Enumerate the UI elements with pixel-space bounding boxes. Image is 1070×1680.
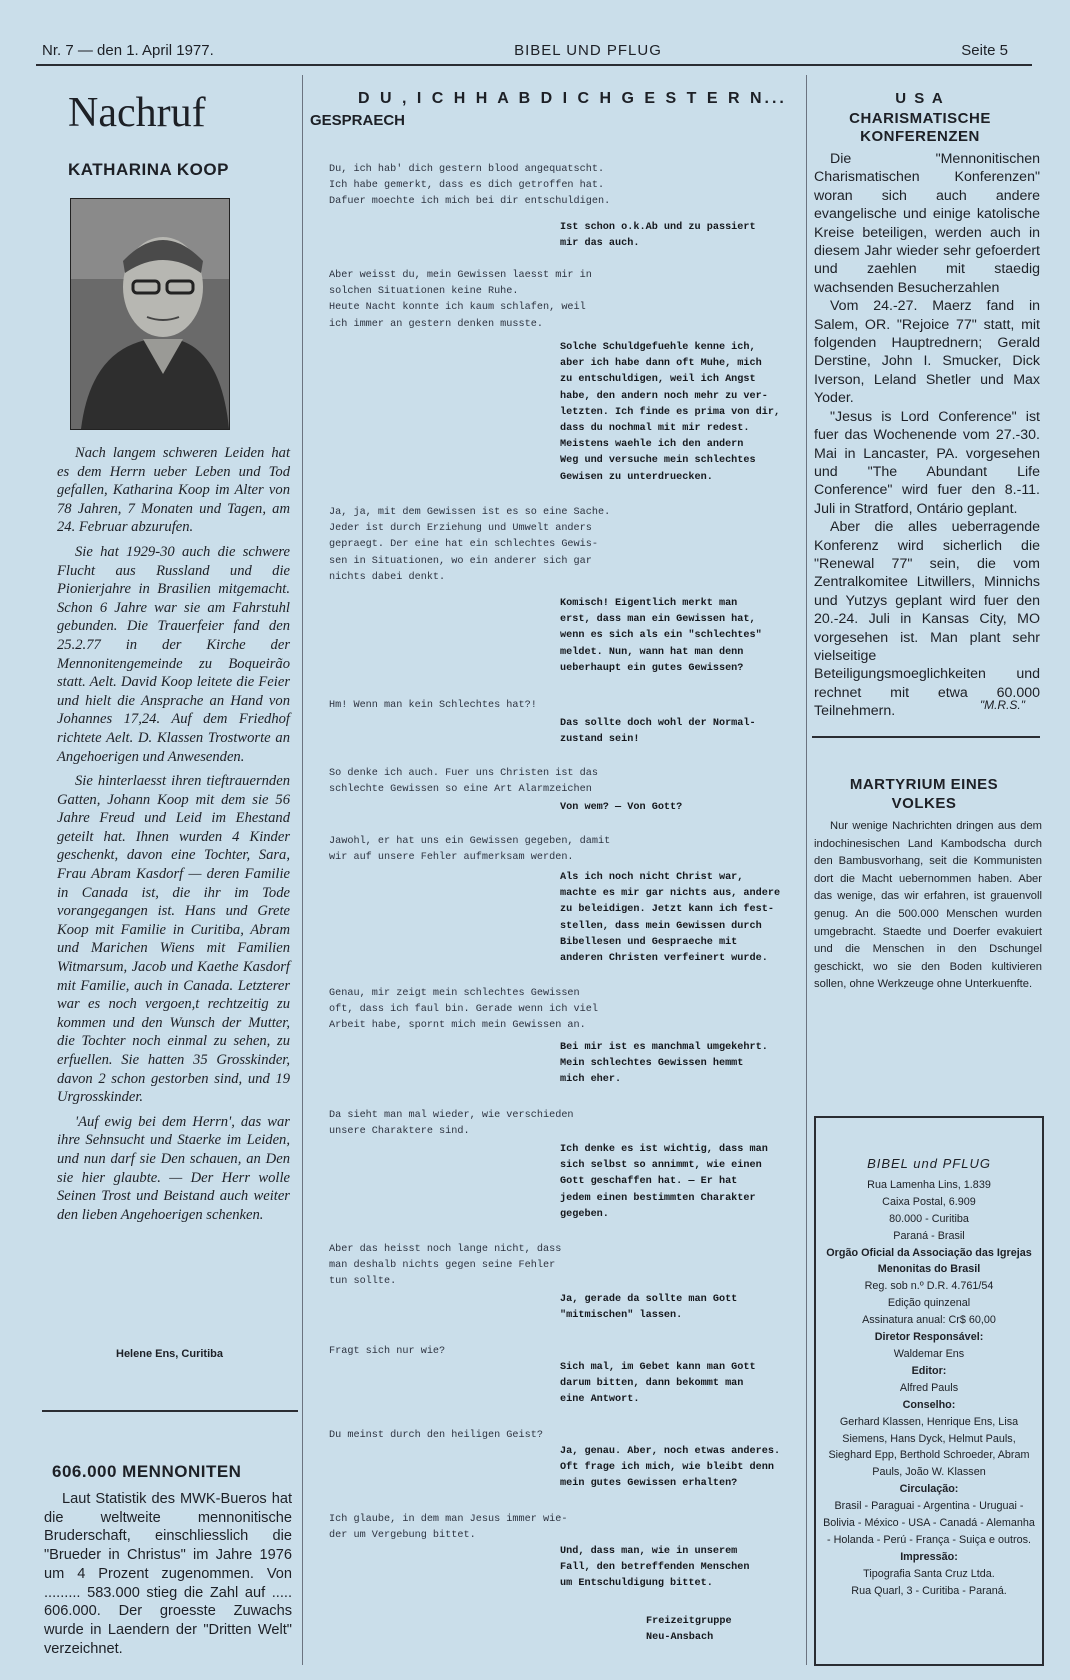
dialog-line-right: Solche Schuldgefuehle kenne ich, aber ich habe dann oft Muhe, mich zu entschuldigen, weil ich Angst habe, den andern noch mehr zu ver- letzten. Ich finde es prima von dir, dass du nochmal mit mir redest. Meistens waehle ich den andern Weg und versuche mein schlechtes Gewisen zu unterdruecken. [560, 342, 781, 483]
usa-heading-3: KONFERENZEN [860, 128, 980, 145]
dialog-line-right: Und, dass man, wie in unserem Fall, den betreffenden Menschen um Entschuldigung bittet. [560, 1546, 750, 1590]
dialog-line-left: Aber das heisst noch lange nicht, dass man deshalb nichts gegen seine Fehler tun sollte. [329, 1244, 562, 1288]
dialog-line-left: Fragt sich nur wie? [329, 1346, 446, 1357]
editor-name: Alfred Pauls [899, 1381, 959, 1394]
dialog-line-right: Komisch! Eigentlich merkt man erst, dass man ein Gewissen hat, wenn es sich als ein "schlechtes" meldet. Nun, wann hat man denn ueberhaupt ein gutes Gewissen? [560, 598, 762, 674]
dialog-line-right: Bei mir ist es manchmal umgekehrt. Mein schlechtes Gewissen hemmt mich eher. [560, 1042, 768, 1086]
obituary-paragraph: Sie hinterlaesst ihren tieftrauernden Gatten, Johann Koop mit dem sie 56 Jahre Freud und Leid im Ehestand geteilt hat. Ihnen wurden 4 Kinder geschenkt, davon eine Tochter, Sara, Frau Abram Kasdorf — deren Familie in Canada ist, die ihr im Tode vorangegangen ist. Hans und Grete Koop mit Familie in Curitiba, Abram und Marichen Wiens mit Familien Witmarsum, Jacob und Kaethe Kasdorf mit Familie, auch in Canada. Letzterer war es noch vergoen,t rechtzeitig zu kommen und den Wunsch der Mutter, die Tochter noch einmal zu sehen, zu erfuellen. Sie hatten 35 Grosskinder, davon 2 schon gestorben sind, und 19 Urgrosskinder. [57, 773, 290, 1106]
obituary-paragraph: Sie hat 1929-30 auch die schwere Flucht aus Russland und die Pionierjahre in Brasilien mitgemacht. Schon 6 Jahre war sie am Fahrstuhl gebunden. Die Trauerfeier fand den 25.2.77 in der Kirche der Mennonitengemeinde zu Boqueirão statt. Aelt. David Koop leitete die Feier und hielt die Ansprache an Hand von Johannes 17,24. Auf dem Friedhof richtete Aelt. D. Klassen Trostworte an Angehoerigen und Anwesenden. [57, 543, 290, 765]
header-rule [36, 64, 1032, 66]
masthead-registration: Reg. sob n.º D.R. 4.761/54 [864, 1280, 994, 1293]
gespraech-subheading: GESPRAECH [310, 112, 406, 129]
usa-signature: "M.R.S." [979, 698, 1025, 712]
printer-address: Rua Quarl, 3 - Curitiba - Paraná. [851, 1584, 1007, 1597]
usa-paragraph: Vom 24.-27. Maerz fand in Salem, OR. "Rejoice 77" statt, mit folgenden Hauptrednern; Gerald Derstine, John I. Smucker, Dick Iverson, Leland Shetler und Max Yoder. [814, 298, 1040, 407]
dialog-line-right: Ich denke es ist wichtig, dass man sich selbst so annimmt, wie einen Gott geschaffen hat. — Er hat jedem einen bestimmten Charakter gegeben. [560, 1144, 768, 1220]
dialog-line-left: Du meinst durch den heiligen Geist? [329, 1430, 543, 1441]
column-divider-left [302, 75, 303, 1665]
dialog-line-left: Aber weisst du, mein Gewissen laesst mir in solchen Situationen keine Ruhe. Heute Nacht konnte ich kaum schlafen, weil ich immer an gestern denken musste. [329, 270, 592, 330]
dialog-line-left: Genau, mir zeigt mein schlechtes Gewissen oft, dass ich faul bin. Gerade wenn ich viel Arbeit habe, spornt mich mein Gewissen an. [329, 988, 598, 1032]
editor-label: Editor: [911, 1364, 947, 1377]
dialog-line-left: Hm! Wenn man kein Schlechtes hat?! [329, 700, 537, 711]
council-label: Conselho: [902, 1398, 956, 1411]
martyrium-article [814, 818, 1042, 994]
usa-heading: U S A [895, 90, 945, 107]
usa-heading-2: CHARISMATISCHE [849, 110, 991, 127]
masthead-organ: Orgão Oficial da Associação das Igrejas Menonitas do Brasil [826, 1246, 1032, 1276]
martyrium-heading-2: VOLKES [891, 795, 957, 812]
usa-article [814, 150, 1040, 721]
director-label: Diretor Responsável: [874, 1331, 984, 1344]
newspaper-title: BIBEL UND PFLUG [514, 42, 662, 59]
martyrium-heading: MARTYRIUM EINES [849, 776, 999, 793]
gespraech-heading: D U , I C H H A B D I C H G E S T E R N... [358, 90, 787, 107]
usa-paragraph: Aber die alles ueberragende Konferenz wird sicherlich die "Renewal 77" sein, die vom Zentralkomitee Litwillers, Minnichs und Yutzys geplant wird fuer den 20.-24. Juli in Kansas City, MO vorgesehen ist. Man plant sehr vielseitige Beteiligungsmoeglichkeiten und rechnet mit etwa 60.000 Teilnehmern. [814, 519, 1040, 720]
obituary-paragraph: Nach langem schweren Leiden hat es dem Herrn ueber Leben und Tod gefallen, Katharina Koop im Alter von 78 Jahren, 7 Monaten und Tagen, am 24. Februar abzurufen. [57, 445, 290, 536]
usa-paragraph: Die "Mennonitischen Charismatischen Konferenzen" woran sich auch andere evangelische und einige katolische Kreise beteiligen, werden auch in diesem Jahr wieder sehr gefoerdert und zaehlen mit staedig wachsenden Besucherzahlen [814, 151, 1040, 296]
dialog-line-right: Ist schon o.k.Ab und zu passiert mir das auch. [560, 222, 756, 250]
page-number: Seite 5 [961, 42, 1008, 59]
dialog-line-left: Ja, ja, mit dem Gewissen ist es so eine Sache. Jeder ist durch Erziehung und Umwelt anders gepraegt. Der eine hat ein schlechtes Gewis- sen in Situationen, wo ein anderer sich gar nichts dabei denkt. [329, 507, 611, 583]
section-rule [812, 736, 1040, 738]
masthead-title: BIBEL und PFLUG [867, 1156, 991, 1171]
dialog-line-right: Von wem? — Von Gott? [560, 802, 683, 813]
dialog-line-left: Du, ich hab' dich gestern blood angequatscht. Ich habe gemerkt, dass es dich getroffen hat. Dafuer moechte ich mich bei dir entschuldigen. [329, 164, 611, 208]
obituary-heading: Nachruf [68, 90, 206, 136]
printer-name: Tipografia Santa Cruz Ltda. [863, 1567, 995, 1580]
obituary-signature: Helene Ens, Curitiba [116, 1348, 223, 1360]
page-header [38, 38, 1032, 66]
circulation-label: Circulação: [899, 1483, 959, 1496]
section-rule [42, 1410, 298, 1412]
dialog-line-left: Da sieht man mal wieder, wie verschieden unsere Charaktere sind. [329, 1110, 574, 1138]
director-name: Waldemar Ens [893, 1347, 965, 1360]
mennoniten-text: Laut Statistik des MWK-Bueros hat die weltweite mennonitische Bruderschaft, einschliesslich die "Brueder in Christus" im Jahre 1976 um 4 Prozent zugenommen. Von ......... 583.000 stieg die Zahl auf ..... 606.000. Der groesste Zuwachs wurde in Laendern der "Dritten Welt" verzeichnet. [44, 1491, 292, 1657]
usa-paragraph: "Jesus is Lord Conference" ist fuer das Wochenende vom 27.-30. Mai in Lancaster, PA. vorgesehen und "The Abundant Life Conference" wird fuer den 8.-11. Juli in Stratford, Ontário geplant. [814, 408, 1040, 517]
portrait-photo [70, 198, 230, 430]
dialog-line-right: Das sollte doch wohl der Normal- zustand sein! [560, 718, 756, 746]
circulation-countries: Brasil - Paraguai - Argentina - Uruguai - Bolivia - México - USA - Canadá - Alemanha - Holanda - Perú - França - Suiça e outros. [823, 1500, 1035, 1546]
council-members: Gerhard Klassen, Henrique Ens, Lisa Siemens, Hans Dyck, Helmut Pauls, Sieghard Epp, Berthold Schroeder, Abram Pauls, João W. Klassen [828, 1415, 1030, 1479]
dialog-line-right: Als ich noch nicht Christ war, machte es mir gar nichts aus, andere zu beleidigen. Jetzt kann ich fest- stellen, dass mein Gewissen durch Bibellesen und Gespraeche mit anderen Christen verfeinert wurde. [560, 872, 781, 965]
obituary-paragraph: 'Auf ewig bei dem Herrn', das war ihre Sehnsucht und Staerke im Leiden, und nun darf sie Den schauen, an Den sie hier glaubte. — Der Herr wolle Seinen Trost und Beistand auch weiter den lieben Angehoerigen schenken. [57, 1113, 290, 1223]
gespraech-signature: Freizeitgruppe Neu-Ansbach [646, 1616, 732, 1644]
masthead-address-4: Paraná - Brasil [893, 1229, 965, 1242]
dialog-line-right: Sich mal, im Gebet kann man Gott darum bitten, dann bekommt man eine Antwort. [560, 1362, 756, 1406]
obituary-body [57, 444, 290, 1226]
masthead-box [814, 1116, 1044, 1666]
masthead-subscription: Assinatura anual: Cr$ 60,00 [862, 1314, 996, 1327]
masthead-address-1: Rua Lamenha Lins, 1.839 [867, 1178, 991, 1191]
martyrium-text: Nur wenige Nachrichten dringen aus dem indochinesischen Land Kambodscha durch den Bambusvorhang, seit die Kommunisten dort die Macht uebernommen haben. Aber das wenige, das wir erfahren, ist grauenvoll genug. An die 500.000 Menschen wurden umgebracht. Staedte und Doerfer evakuiert und die Menschen in den Dschungel geschickt, wo sie den Boden kultivieren sollen, ohne Werkzeuge ohne Unterkuenfte. [814, 820, 1042, 991]
column-divider-right [806, 75, 807, 1665]
mennoniten-article [44, 1490, 292, 1658]
masthead-edition: Edição quinzenal [887, 1297, 971, 1310]
mennoniten-heading: 606.000 MENNONITEN [52, 1462, 242, 1481]
masthead-address-2: Caixa Postal, 6.909 [882, 1195, 976, 1208]
obituary-heading-block [68, 92, 296, 134]
obituary-name: KATHARINA KOOP [68, 160, 229, 179]
issue-date: Nr. 7 — den 1. April 1977. [42, 42, 214, 59]
dialog-line-left: So denke ich auch. Fuer uns Christen ist das schlechte Gewissen so eine Art Alarmzeichen [329, 768, 598, 796]
print-label: Impressão: [900, 1550, 958, 1563]
dialog-line-left: Ich glaube, in dem man Jesus immer wie- der um Vergebung bittet. [329, 1514, 568, 1542]
portrait-image [71, 199, 229, 429]
dialog-line-left: Jawohl, er hat uns ein Gewissen gegeben, damit wir auf unsere Fehler aufmerksam werden. [329, 836, 611, 864]
dialog-line-right: Ja, gerade da sollte man Gott "mitmischen" lassen. [560, 1294, 738, 1322]
dialog-line-right: Ja, genau. Aber, noch etwas anderes. Oft frage ich mich, wie bleibt denn mein gutes Gewissen erhalten? [560, 1446, 781, 1490]
masthead-address-3: 80.000 - Curitiba [889, 1212, 969, 1225]
